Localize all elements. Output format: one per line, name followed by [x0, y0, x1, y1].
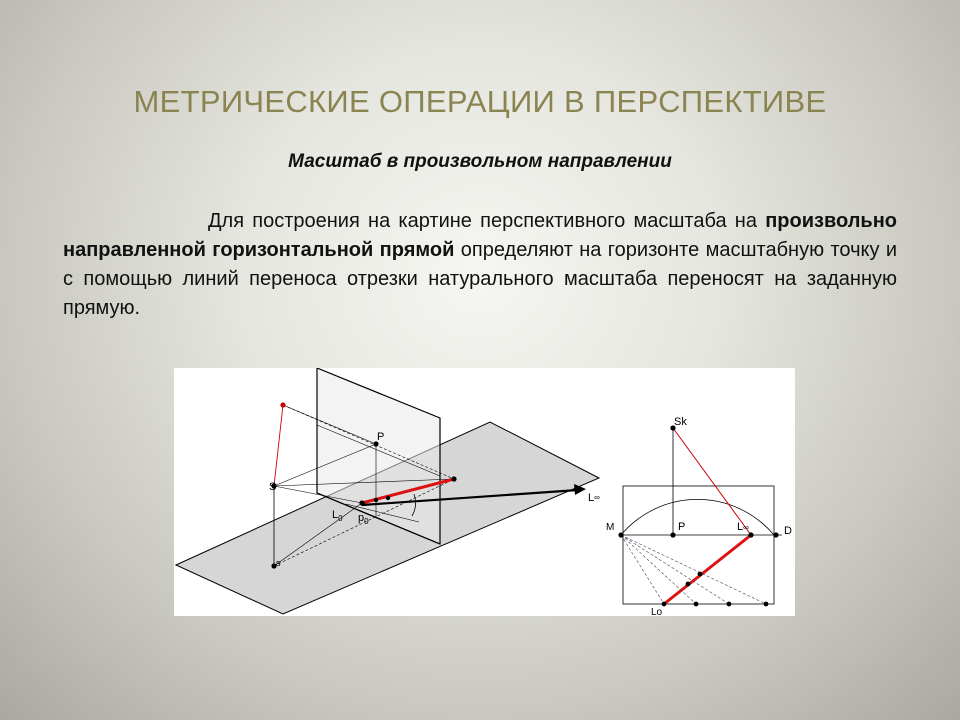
right-red-segment	[664, 535, 751, 604]
right-point-lo	[662, 602, 667, 607]
label-d: D	[784, 525, 792, 537]
body-paragraph	[63, 207, 897, 323]
label-l0-sub: 0	[338, 514, 343, 523]
label-p0-sub: 0	[364, 517, 369, 526]
label-linf-right-sub: ∞	[743, 523, 749, 532]
right-point-b3	[727, 602, 732, 607]
label-p0-main: p	[358, 512, 365, 524]
paragraph-part-2: определяют на горизонте масштабную точку и с помощью линий переноса отрезки натурального масштаба переносят на заданную прямую.	[63, 239, 897, 319]
point-linf	[451, 476, 456, 481]
slide-subtitle: Масштаб в произвольном направлении	[288, 151, 672, 172]
perspective-diagram	[174, 368, 795, 616]
label-linf-left-sub: ∞	[594, 493, 600, 502]
right-point-b2	[694, 602, 699, 607]
label-p-right: P	[678, 521, 686, 533]
label-s-left: S	[269, 481, 277, 493]
label-sk: Sk	[674, 416, 687, 428]
ray-sk-s	[274, 405, 283, 486]
right-point-b4	[764, 602, 769, 607]
paragraph-bold-term: произвольно направленной горизонтальной прямой	[63, 210, 897, 261]
label-lo: Lo	[651, 607, 663, 616]
point-p0	[374, 498, 378, 502]
diagram-svg	[174, 368, 795, 616]
point-sk	[280, 402, 285, 407]
point-mid	[386, 496, 390, 500]
right-point-m	[618, 532, 623, 537]
label-linf-right	[737, 521, 749, 533]
label-linf-right-main: L	[737, 521, 744, 533]
label-linf-left-main: L	[588, 492, 595, 504]
right-point-p	[670, 532, 675, 537]
label-p-left: P	[377, 431, 385, 443]
label-s-ground: s	[276, 558, 281, 568]
paragraph-part-1: Для построения на картине перспективного масштаба на	[208, 210, 766, 232]
slide-title: МЕТРИЧЕСКИЕ ОПЕРАЦИИ В ПЕРСПЕКТИВЕ	[133, 84, 827, 119]
right-point-linf	[748, 532, 753, 537]
right-fan-2	[621, 535, 696, 604]
right-red-ray	[673, 428, 751, 535]
right-point-seg2	[698, 572, 703, 577]
right-semicircle	[621, 499, 774, 535]
right-point-seg1	[686, 582, 691, 587]
right-fan-1	[621, 535, 664, 604]
right-frame	[623, 486, 774, 604]
label-m: M	[606, 522, 615, 533]
label-linf-left	[588, 492, 600, 504]
right-point-d	[773, 532, 778, 537]
point-l0	[359, 500, 364, 505]
label-l0-main: L	[332, 509, 339, 521]
